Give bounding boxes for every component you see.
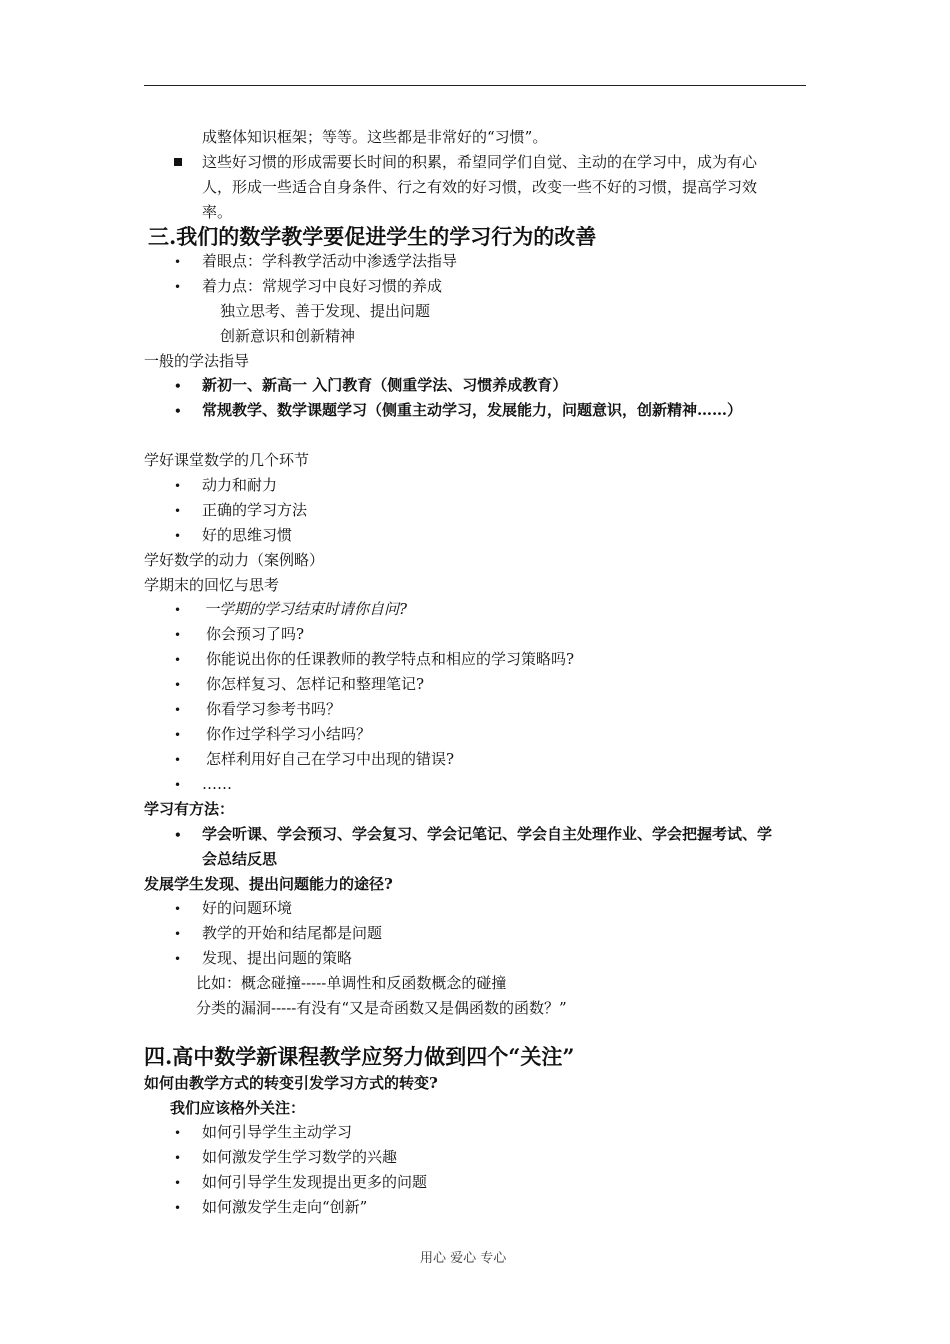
bullet-icon: • [174, 653, 182, 667]
subsection-title: 学期末的回忆与思考 [144, 576, 280, 594]
list-item: 学会听课、学会预习、学会复习、学会记笔记、学会自主处理作业、学会把握考试、学 [202, 825, 773, 843]
bullet-icon: • [174, 952, 182, 966]
bullet-icon: • [174, 678, 182, 692]
list-item-continuation: 会总结反思 [202, 850, 278, 868]
sub-item: 独立思考、善于发现、提出问题 [220, 302, 431, 320]
list-item: 好的思维习惯 [202, 526, 293, 544]
subsection-title: 如何由教学方式的转变引发学习方式的转变? [144, 1074, 438, 1092]
square-bullet-icon [174, 158, 182, 166]
bullet-icon: • [174, 504, 182, 518]
list-item: 你怎样复习、怎样记和整理笔记? [206, 675, 425, 693]
bullet-icon: • [174, 828, 182, 842]
list-item: 发现、提出问题的策略 [202, 949, 353, 967]
list-item: 动力和耐力 [202, 476, 278, 494]
list-item: 正确的学习方法 [202, 501, 308, 519]
list-item: 如何激发学生学习数学的兴趣 [202, 1148, 398, 1166]
bullet-icon: • [174, 1151, 182, 1165]
bullet-icon: • [174, 902, 182, 916]
list-item: 着力点：常规学习中良好习惯的养成 [202, 277, 443, 295]
bullet-icon: • [174, 778, 182, 792]
section-heading: 三.我们的数学教学要促进学生的学习行为的改善 [148, 224, 597, 249]
bullet-icon: • [174, 927, 182, 941]
bullet-icon: • [174, 1201, 182, 1215]
list-item: 你作过学科学习小结吗？ [206, 725, 372, 743]
bullet-icon: • [174, 255, 182, 269]
bullet-icon: • [174, 603, 182, 617]
intro-line: 率。 [202, 203, 233, 221]
subsection-title: 发展学生发现、提出问题能力的途径? [144, 875, 393, 893]
bullet-icon: • [174, 1176, 182, 1190]
list-item: 常规教学、数学课题学习（侧重主动学习，发展能力，问题意识，创新精神……） [202, 401, 743, 419]
list-item: 着眼点：学科教学活动中渗透学法指导 [202, 252, 458, 270]
sub-item: 创新意识和创新精神 [220, 327, 356, 345]
bullet-icon: • [174, 280, 182, 294]
list-item: 你会预习了吗? [206, 625, 305, 643]
intro-line: 成整体知识框架；等等。这些都是非常好的“习惯”。 [202, 128, 548, 146]
section-heading: 四.高中数学新课程教学应努力做到四个“关注” [144, 1044, 575, 1069]
list-item: 你能说出你的任课教师的教学特点和相应的学习策略吗? [206, 650, 575, 668]
list-item: 如何引导学生主动学习 [202, 1123, 353, 1141]
bullet-icon: • [174, 703, 182, 717]
bullet-icon: • [174, 753, 182, 767]
list-item: 新初一、新高一 入门教育（侧重学法、习惯养成教育） [202, 376, 568, 394]
bullet-icon: • [174, 728, 182, 742]
intro-line: 这些好习惯的形成需要长时间的积累，希望同学们自觉、主动的在学习中，成为有心 [202, 153, 758, 171]
bullet-icon: • [174, 379, 182, 393]
intro-line: 人，形成一些适合自身条件、行之有效的好习惯，改变一些不好的习惯，提高学习效 [202, 178, 758, 196]
list-item: 如何引导学生发现提出更多的问题 [202, 1173, 428, 1191]
list-item: 好的问题环境 [202, 899, 293, 917]
subsection-title: 学好数学的动力（案例略） [144, 551, 325, 569]
list-item: 教学的开始和结尾都是问题 [202, 924, 383, 942]
example-line: 分类的漏洞-----有没有“又是奇函数又是偶函数的函数？” [196, 999, 567, 1017]
bullet-icon: • [174, 1126, 182, 1140]
list-item: …… [202, 775, 232, 793]
list-item: 你看学习参考书吗？ [206, 700, 342, 718]
bullet-icon: • [174, 529, 182, 543]
bullet-icon: • [174, 479, 182, 493]
header-rule [144, 85, 806, 86]
subsection-title: 我们应该格外关注： [170, 1099, 306, 1117]
list-item: 一学期的学习结束时请你自问? [204, 600, 408, 618]
bullet-icon: • [174, 404, 182, 418]
subsection-title: 学好课堂数学的几个环节 [144, 451, 310, 469]
list-item: 如何激发学生走向“创新” [202, 1198, 368, 1216]
bullet-icon: • [174, 628, 182, 642]
example-line: 比如：概念碰撞-----单调性和反函数概念的碰撞 [196, 974, 507, 992]
list-item: 怎样利用好自己在学习中出现的错误? [206, 750, 455, 768]
subsection-title: 学习有方法： [144, 800, 235, 818]
page-footer: 用心 爱心 专心 [420, 1251, 507, 1266]
subsection-title: 一般的学法指导 [144, 352, 250, 370]
